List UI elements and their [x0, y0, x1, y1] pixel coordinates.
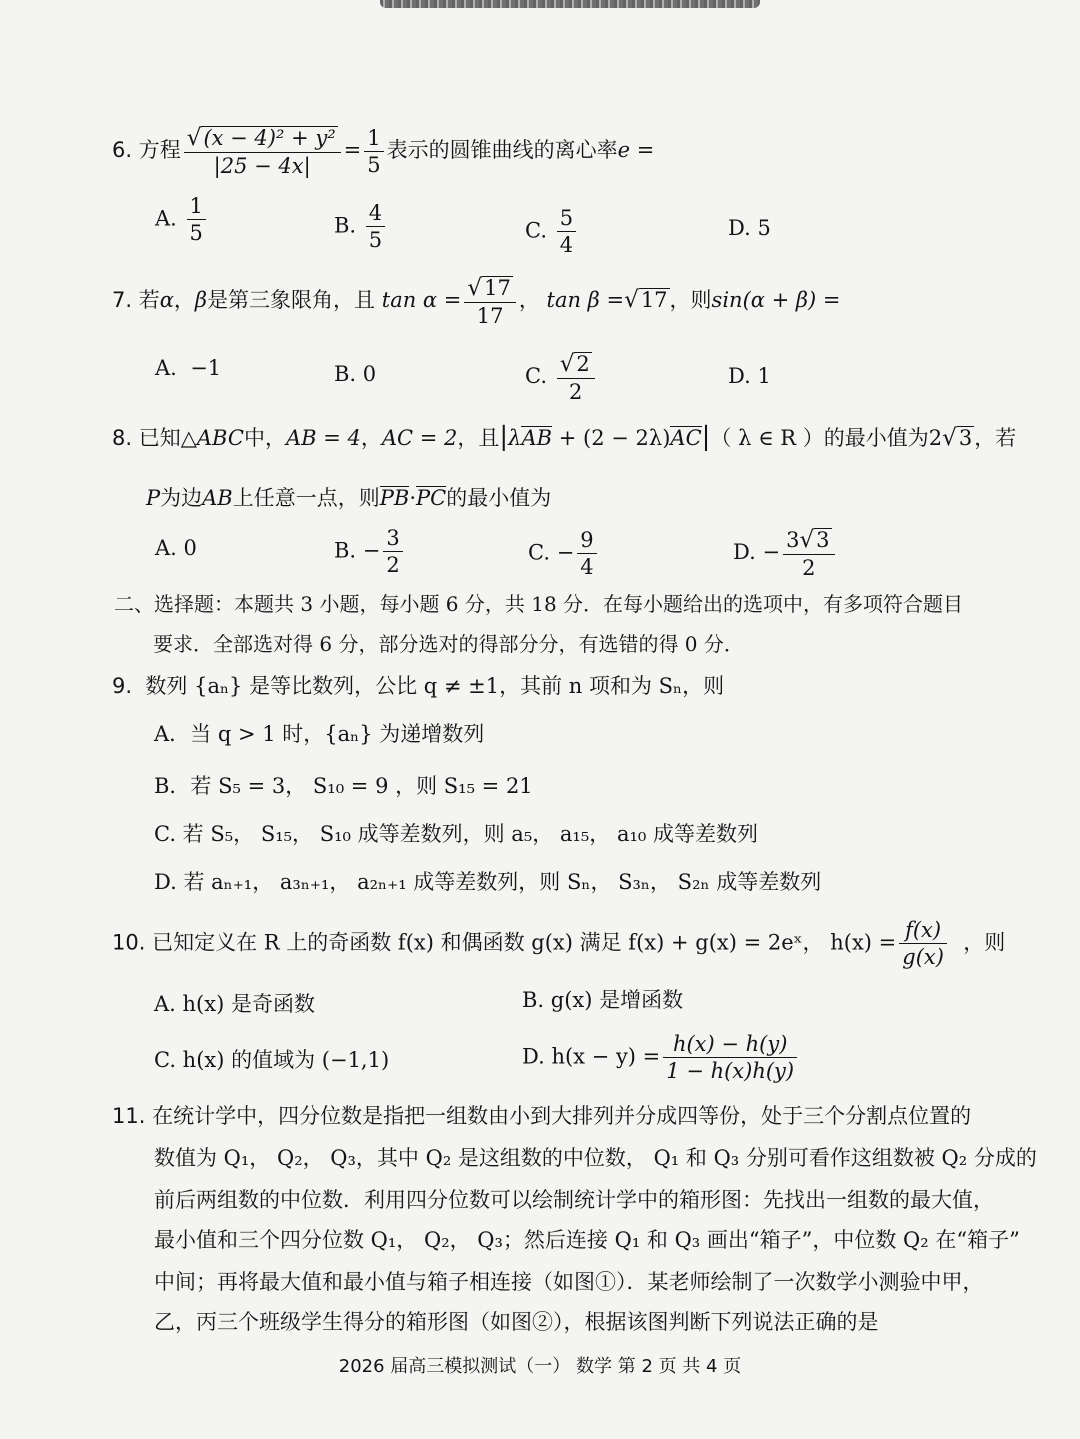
- q10-option-a: A. h(x) 是奇函数: [154, 992, 315, 1016]
- q8-line-2: P为边AB上任意一点，则PB·PC的最小值为: [146, 486, 552, 510]
- q6-number: 6.: [112, 138, 133, 163]
- q7-option-b: B. 0: [334, 362, 377, 386]
- q10-h-fraction: $\frac{f(x)}{g(x)}$: [899, 920, 947, 968]
- section-2-line-1: 二、选择题：本题共 3 小题，每小题 6 分，共 18 分．在每小题给出的选项中，有多项符合题目: [114, 592, 964, 616]
- q10-option-d: D. h(x − y) = $\frac{h(x) - h(y)}{1 - h(x)h(y)}$: [522, 1034, 800, 1082]
- page-footer: 2026 届高三模拟测试（一） 数学 第 2 页 共 4 页: [338, 1356, 742, 1377]
- q6-fraction: $\frac{\text{√(x − 4)² + y²}}{|25 - 4x|}$: [184, 126, 341, 177]
- q6-option-c: C. $\frac{5}{4}$: [525, 208, 579, 256]
- q7-option-a: A. −1: [155, 356, 222, 380]
- section-2-line-2: 要求．全部选对得 6 分，部分选对的得部分分，有选错的得 0 分．: [153, 632, 744, 656]
- q9-option-b: B．若 S₅ = 3， S₁₀ = 9 ，则 S₁₅ = 21: [154, 774, 533, 798]
- q8-option-d: D. − $\frac{3√3}{2}$: [733, 528, 838, 579]
- q6-prefix: 方程: [138, 138, 181, 163]
- q6-option-a: A. $\frac{1}{5}$: [155, 196, 209, 244]
- q7-option-d: D. 1: [728, 364, 771, 388]
- q6-rhs: $\frac{1}{5}$: [364, 128, 383, 176]
- q11-line-3: 前后两组数的中位数．利用四分位数可以绘制统计学中的箱形图：先找出一组数的最大值，: [154, 1188, 994, 1212]
- q8-option-c: C. − $\frac{9}{4}$: [528, 530, 600, 578]
- q9-option-a: A．当 q > 1 时，{aₙ} 为递增数列: [154, 722, 485, 746]
- q11-line-5: 中间；再将最大值和最小值与箱子相连接（如图①）．某老师绘制了一次数学小测验中甲，: [154, 1270, 984, 1294]
- q7-tan-alpha-frac: $\frac{√17}{17}$: [464, 276, 515, 327]
- question-6: [112, 126, 654, 177]
- q8-option-a: A. 0: [155, 536, 197, 560]
- q10-option-c: C. h(x) 的值域为 (−1,1): [154, 1048, 390, 1072]
- q10-option-b: B. g(x) 是增函数: [522, 988, 684, 1012]
- question-8: 8. 已知△ABC中，AB = 4，AC = 2，且|λAB + (2 − 2λ)AC|（ λ ∈ R ）的最小值为2√3，若: [112, 422, 1017, 452]
- q11-line-4: 最小值和三个四分位数 Q₁， Q₂， Q₃；然后连接 Q₁ 和 Q₃ 画出“箱子”，中位数 Q₂ 在“箱子”: [154, 1228, 1020, 1252]
- q6-suffix: 表示的圆锥曲线的离心率: [386, 138, 618, 163]
- question-7: 7. 若α，β是第三象限角，且 tan α = $\frac{√17}{17}$ ， tan β =√17，则sin(α + β) =: [112, 275, 841, 329]
- q6-option-d: D. 5: [728, 216, 771, 240]
- q6-eq: =: [343, 138, 362, 163]
- question-10: 10. 已知定义在 R 上的奇函数 f(x) 和偶函数 g(x) 满足 f(x) + g(x) = 2eˣ， h(x) = $\frac{f(x)}{g(x)}$ ，则: [112, 918, 1006, 969]
- q9-option-c: C. 若 S₅， S₁₅， S₁₀ 成等差数列，则 a₅， a₁₅， a₁₀ 成等差数列: [154, 822, 758, 846]
- q11-line-6: 乙，丙三个班级学生得分的箱形图（如图②），根据该图判断下列说法正确的是: [154, 1310, 879, 1334]
- q6-frac-num: (x − 4)² + y²: [203, 126, 336, 150]
- q6-var: e =: [617, 138, 655, 163]
- q11-line-2: 数值为 Q₁， Q₂， Q₃，其中 Q₂ 是这组数的中位数， Q₁ 和 Q₃ 分别可看作这组数被 Q₂ 分成的: [154, 1146, 1037, 1170]
- question-11: 11. 在统计学中，四分位数是指把一组数由小到大排列并分成四等份，处于三个分割点位置的: [112, 1104, 972, 1128]
- q6-frac-den: |25 − 4x|: [213, 154, 311, 179]
- q9-option-d: D. 若 aₙ₊₁， a₃ₙ₊₁， a₂ₙ₊₁ 成等差数列，则 Sₙ， S₃ₙ， S₂ₙ 成等差数列: [154, 870, 822, 894]
- scan-artifact: [380, 0, 760, 8]
- q8-option-b: B. − $\frac{3}{2}$: [334, 528, 406, 576]
- q7-option-c: C. $\frac{√2}{2}$: [525, 352, 598, 403]
- question-9: 9. 数列 {aₙ} 是等比数列，公比 q ≠ ±1，其前 n 项和为 Sₙ，则: [112, 674, 725, 698]
- q6-option-b: B. $\frac{4}{5}$: [334, 203, 388, 251]
